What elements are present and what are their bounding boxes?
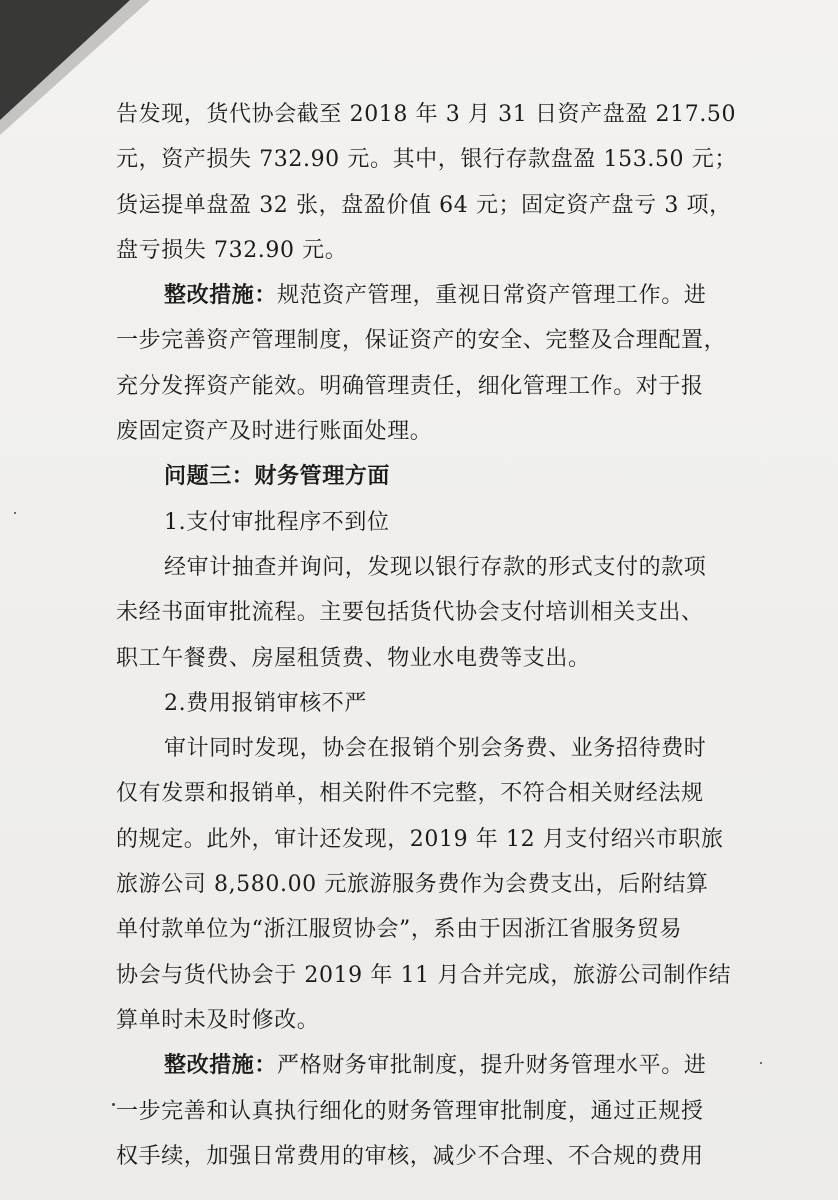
- rectification-label: 整改措施：: [164, 283, 278, 309]
- text-line: 仅有发票和报销单，相关附件不完整，不符合相关财经法规: [116, 781, 704, 807]
- scan-speck: [14, 512, 16, 514]
- paragraph-payment-approval: [116, 545, 736, 681]
- document-body: [116, 92, 736, 1179]
- paragraph-expense-review: [116, 726, 736, 1043]
- text-line: 充分发挥资产能效。明确管理责任，细化管理工作。对于报: [116, 373, 704, 399]
- text-line: [116, 273, 736, 318]
- paragraph-asset-rectification: [116, 273, 736, 454]
- subsection-heading: 1.支付审批程序不到位: [164, 509, 390, 535]
- text-line: 权手续，加强日常费用的审核，减少不合理、不合规的费用: [116, 1143, 704, 1169]
- text-line: 元，资产损失 732.90 元。其中，银行存款盘盈 153.50 元；: [116, 147, 737, 173]
- text-line: 废固定资产及时进行账面处理。: [116, 419, 433, 445]
- scan-speck: [112, 1103, 115, 1106]
- text-line: 算单时未及时修改。: [116, 1007, 320, 1033]
- subsection-heading: 2.费用报销审核不严: [164, 690, 367, 716]
- text-line: 未经书面审批流程。主要包括货代协会支付培训相关支出、: [116, 600, 704, 626]
- text-line: 职工午餐费、房屋租赁费、物业水电费等支出。: [116, 645, 591, 671]
- text-line: 的规定。此外，审计还发现，2019 年 12 月支付绍兴市职旅: [116, 826, 724, 852]
- text-line: 盘亏损失 732.90 元。: [116, 237, 348, 263]
- text-line: 一步完善和认真执行细化的财务管理审批制度，通过正规授: [116, 1098, 704, 1124]
- text-line: 货运提单盘盈 32 张，盘盈价值 64 元；固定资产盘亏 3 项，: [116, 192, 732, 218]
- paragraph-asset-findings: [116, 92, 736, 273]
- scan-speck: [760, 1062, 762, 1064]
- page-corner-fold: [0, 0, 130, 120]
- text-line: 告发现，货代协会截至 2018 年 3 月 31 日资产盘盈 217.50: [116, 102, 737, 127]
- section-heading: 问题三：财务管理方面: [164, 464, 391, 490]
- text-line: 协会与货代协会于 2019 年 11 月合并完成，旅游公司制作结: [116, 962, 732, 988]
- text-line: 旅游公司 8,580.00 元旅游服务费作为会费支出，后附结算: [116, 872, 709, 898]
- text-line: [116, 1043, 736, 1088]
- rectification-text: 严格财务审批制度，提升财务管理水平。进: [277, 1053, 707, 1079]
- text-line: 单付款单位为“浙江服贸协会”，系由于因浙江省服务贸易: [116, 917, 683, 943]
- text-line: 审计同时发现，协会在报销个别会务费、业务招待费时: [164, 736, 707, 762]
- rectification-label: 整改措施：: [164, 1053, 278, 1079]
- rectification-text: 规范资产管理，重视日常资产管理工作。进: [277, 283, 707, 309]
- paragraph-finance-rectification: [116, 1043, 736, 1179]
- text-line: 一步完善资产管理制度，保证资产的安全、完整及合理配置，: [116, 328, 727, 354]
- text-line: 经审计抽查并询问，发现以银行存款的形式支付的款项: [164, 554, 707, 580]
